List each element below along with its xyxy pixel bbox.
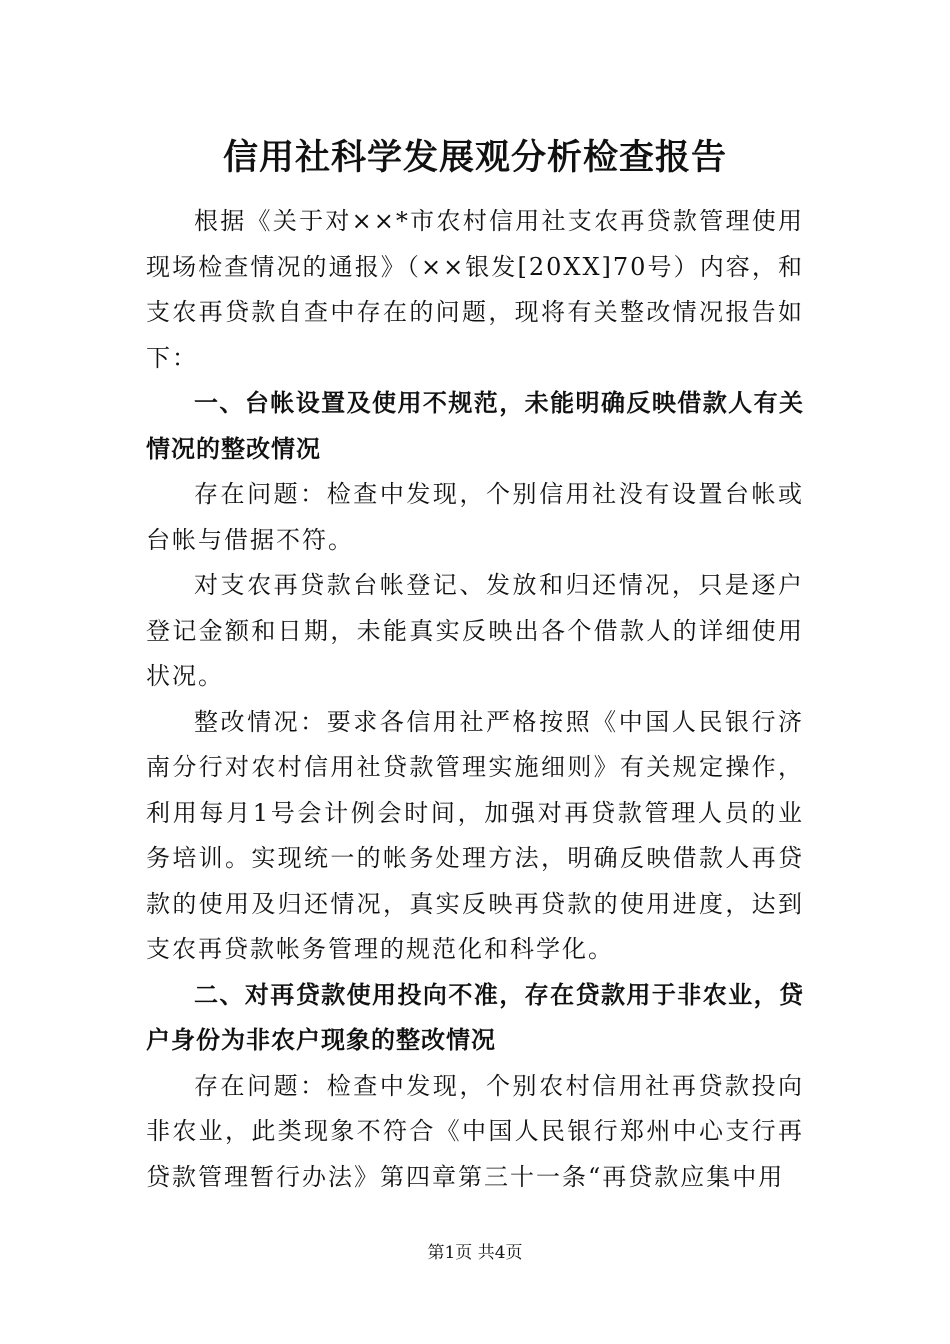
paragraph-problem-2: 存在问题：检查中发现，个别农村信用社再贷款投向非农业，此类现象不符合《中国人民银行郑州中心支行再贷款管理暂行办法》第四章第三十一条“再贷款应集中用: [146, 1071, 804, 1191]
section-heading-1: 一、台帐设置及使用不规范，未能明确反映借款人有关情况的整改情况: [146, 389, 804, 463]
paragraph-rectification-1: 整改情况：要求各信用社严格按照《中国人民银行济南分行对农村信用社贷款管理实施细则》有关规定操作，利用每月1号会计例会时间，加强对再贷款管理人员的业务培训。实现统一的帐务处理方法，明确反映借款人再贷款的使用及归还情况，真实反映再贷款的使用进度，达到支农再贷款帐务管理的规范化和科学化。: [146, 707, 804, 963]
section-heading-2: 二、对再贷款使用投向不准，存在贷款用于非农业，贷户身份为非农户现象的整改情况: [146, 980, 804, 1054]
page-footer: 第1页 共4页: [427, 1243, 523, 1263]
paragraph-intro: 根据《关于对××*市农村信用社支农再贷款管理使用现场检查情况的通报》（××银发[20XX]70号）内容，和支农再贷款自查中存在的问题，现将有关整改情况报告如下：: [146, 207, 804, 372]
paragraph-detail-1: 对支农再贷款台帐登记、发放和归还情况，只是逐户登记金额和日期，未能真实反映出各个借款人的详细使用状况。: [146, 571, 804, 690]
document-body: [146, 199, 804, 1200]
paragraph-problem-1: 存在问题：检查中发现，个别信用社没有设置台帐或台帐与借据不符。: [146, 480, 804, 554]
document-title: 信用社科学发展观分析检查报告: [222, 138, 727, 178]
